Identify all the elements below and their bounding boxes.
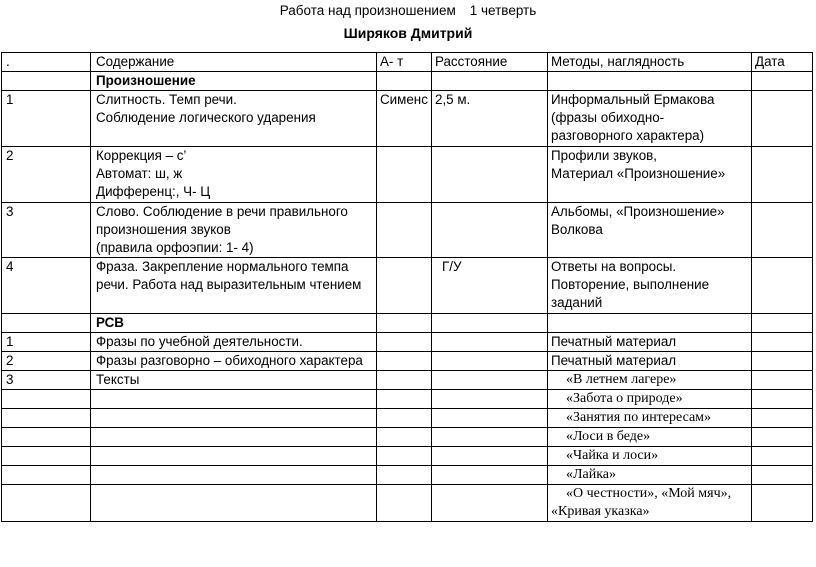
content-line: речи. Работа над выразительным чтением xyxy=(96,277,362,292)
content-line: (правила орфоэпии: 1- 4) xyxy=(96,240,254,255)
methods-line: разговорного характера) xyxy=(551,128,705,143)
row-date xyxy=(752,91,813,147)
row-methods xyxy=(548,147,752,203)
table-row xyxy=(2,203,813,258)
text-title xyxy=(548,485,752,522)
row-date xyxy=(752,352,813,371)
row-number: 1 xyxy=(2,333,91,352)
table-row xyxy=(2,333,813,352)
row-content: Фразы по учебной деятельности. xyxy=(91,333,377,352)
table-header-row xyxy=(2,53,813,72)
text-title: «Занятия по интересам» xyxy=(548,409,752,428)
table-row xyxy=(2,409,813,428)
col-header-methods: Методы, наглядность xyxy=(548,53,752,72)
row-methods xyxy=(548,258,752,314)
title-text: Работа над произношением xyxy=(279,3,456,18)
row-content: Фразы разговорно – обиходного характера xyxy=(91,352,377,371)
table-row xyxy=(2,147,813,203)
methods-line: заданий xyxy=(551,295,603,310)
table-row xyxy=(2,352,813,371)
row-methods: Печатный материал xyxy=(548,352,752,371)
row-content xyxy=(91,91,377,147)
content-line: Слитность. Темп речи. xyxy=(96,92,237,107)
text-line: «О честности», «Мой мяч», xyxy=(566,486,732,501)
content-line: Коррекция – с’ xyxy=(96,148,187,163)
row-content: Тексты xyxy=(91,371,377,390)
section-row xyxy=(2,72,813,91)
table-row xyxy=(2,390,813,409)
content-line: Автомат: ш, ж xyxy=(96,166,183,181)
content-line: Фраза. Закрепление нормального темпа xyxy=(96,259,349,274)
col-header-at: А- т xyxy=(377,53,432,72)
section-row xyxy=(2,314,813,333)
col-header-num: . xyxy=(2,53,91,72)
row-distance: Г/У xyxy=(432,258,548,314)
section-title: Произношение xyxy=(91,72,377,91)
row-number: 2 xyxy=(2,147,91,203)
col-header-distance: Расстояние xyxy=(432,53,548,72)
row-date xyxy=(752,333,813,352)
methods-line: Профили звуков, xyxy=(551,148,657,163)
table-row xyxy=(2,91,813,147)
table-row xyxy=(2,485,813,522)
methods-line: (фразы обиходно- xyxy=(551,110,665,125)
row-number: 4 xyxy=(2,258,91,314)
text-title: «Лоси в беде» xyxy=(548,428,752,447)
plan-table xyxy=(1,52,813,522)
content-line: Соблюдение логического ударения xyxy=(96,110,316,125)
methods-line: Ответы на вопросы. xyxy=(551,259,677,274)
row-date xyxy=(752,258,813,314)
table-row xyxy=(2,428,813,447)
row-methods: «В летнем лагере» xyxy=(548,371,752,390)
section-title: РСВ xyxy=(91,314,377,333)
methods-line: Информальный Ермакова xyxy=(551,92,715,107)
text-title: «Лайка» xyxy=(548,466,752,485)
methods-line: Повторение, выполнение xyxy=(551,277,710,292)
row-methods xyxy=(548,203,752,258)
table-row xyxy=(2,371,813,390)
content-line: Слово. Соблюдение в речи правильного xyxy=(96,204,348,219)
row-number: 1 xyxy=(2,91,91,147)
content-line: произношения звуков xyxy=(96,222,231,237)
document-title xyxy=(0,3,816,18)
table-row xyxy=(2,258,813,314)
row-distance: 2,5 м. xyxy=(432,91,548,147)
text-title: «Чайка и лоси» xyxy=(548,447,752,466)
row-content xyxy=(91,203,377,258)
table-row xyxy=(2,447,813,466)
row-number: 2 xyxy=(2,352,91,371)
methods-line: Волкова xyxy=(551,222,603,237)
quarter-text: 1 четверть xyxy=(469,3,537,18)
row-methods: Печатный материал xyxy=(548,333,752,352)
col-header-date: Дата xyxy=(752,53,813,72)
student-name: Ширяков Дмитрий xyxy=(343,25,473,41)
col-header-content: Содержание xyxy=(91,53,377,72)
methods-line: Альбомы, «Произношение» xyxy=(551,204,725,219)
text-line: «Кривая указка» xyxy=(551,504,650,519)
content-line: Дифференц:, Ч- Ц xyxy=(96,184,211,199)
row-date xyxy=(752,371,813,390)
row-methods xyxy=(548,91,752,147)
row-number: 3 xyxy=(2,203,91,258)
row-number: 3 xyxy=(2,371,91,390)
row-date xyxy=(752,203,813,258)
row-content xyxy=(91,147,377,203)
methods-line: Материал «Произношение» xyxy=(551,166,726,181)
row-content xyxy=(91,258,377,314)
row-date xyxy=(752,147,813,203)
table-row xyxy=(2,466,813,485)
row-at: Сименс xyxy=(377,91,432,147)
text-title: «Забота о природе» xyxy=(548,390,752,409)
